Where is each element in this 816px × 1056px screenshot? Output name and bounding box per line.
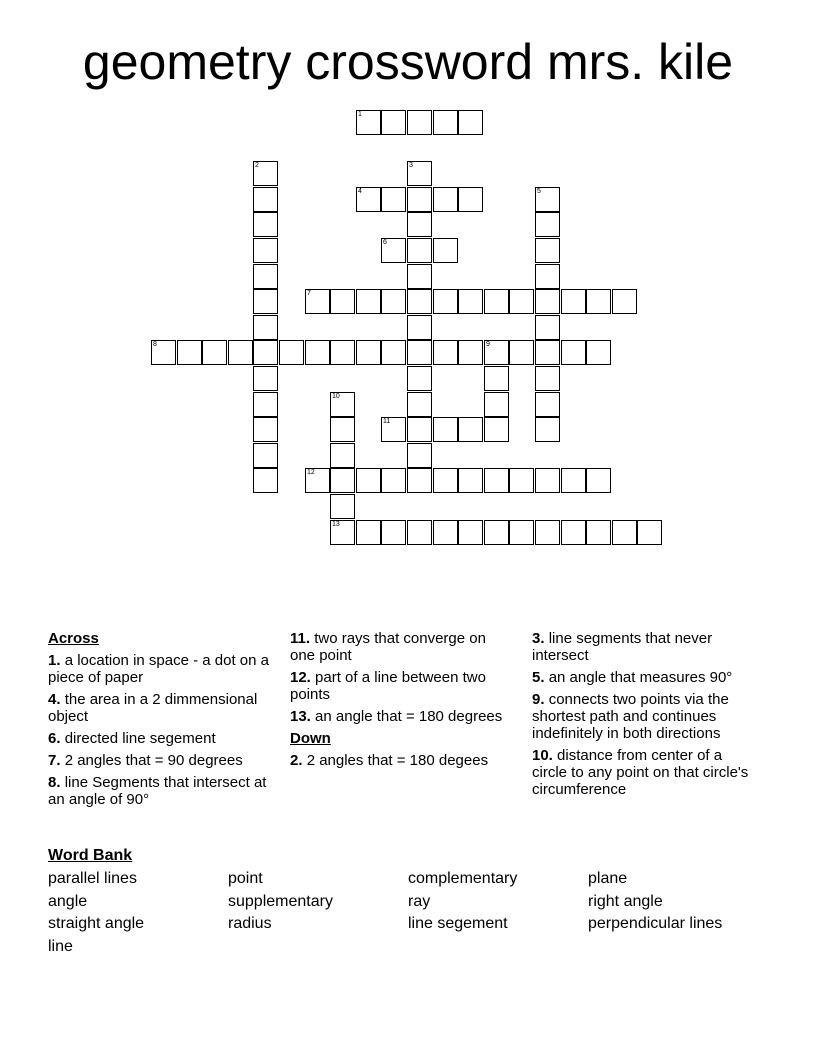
grid-cell[interactable] (253, 443, 278, 468)
grid-cell[interactable] (330, 340, 355, 365)
grid-cell[interactable] (535, 520, 560, 545)
clue-down-5 (532, 669, 754, 686)
clue-across-12 (290, 669, 512, 703)
grid-cell[interactable] (535, 468, 560, 493)
grid-cell[interactable] (202, 340, 227, 365)
grid-cell[interactable] (535, 392, 560, 417)
grid-cell[interactable] (407, 110, 432, 135)
grid-cell[interactable] (330, 392, 355, 417)
grid-cell[interactable] (356, 289, 381, 314)
grid-cell[interactable] (484, 289, 509, 314)
grid-cell[interactable] (330, 520, 355, 545)
grid-cell[interactable] (458, 340, 483, 365)
grid-cell[interactable] (253, 417, 278, 442)
grid-cell[interactable] (458, 289, 483, 314)
cell-number: 9 (486, 341, 490, 348)
grid-cell[interactable] (484, 417, 509, 442)
clue-text: two rays that converge on one point (290, 630, 486, 664)
grid-cell[interactable] (407, 468, 432, 493)
grid-cell[interactable] (407, 289, 432, 314)
clue-text: an angle that = 180 degrees (315, 708, 503, 725)
grid-cell[interactable] (484, 468, 509, 493)
cell-number: 10 (332, 393, 340, 400)
clue-across-6 (48, 730, 270, 747)
cell-number: 2 (255, 162, 259, 169)
clue-number: 6. (48, 730, 61, 747)
grid-cell[interactable] (433, 417, 458, 442)
clue-number: 13. (290, 708, 311, 725)
clue-number: 11. (290, 630, 311, 647)
clue-text: the area in a 2 dimmensional object (48, 691, 258, 725)
grid-cell[interactable] (407, 443, 432, 468)
clue-number: 2. (290, 752, 303, 769)
grid-cell[interactable] (381, 110, 406, 135)
grid-cell[interactable] (407, 366, 432, 391)
clues-column-1 (48, 630, 270, 813)
clue-down-3 (532, 630, 754, 664)
grid-cell[interactable] (586, 289, 611, 314)
grid-cell[interactable] (330, 289, 355, 314)
word-bank-item: parallel lines (48, 870, 137, 887)
word-bank-item: supplementary (228, 892, 333, 910)
grid-cell[interactable] (253, 289, 278, 314)
grid-cell[interactable] (458, 468, 483, 493)
grid-cell[interactable] (177, 340, 202, 365)
grid-cell[interactable] (433, 468, 458, 493)
word-bank-title: Word Bank (48, 847, 133, 864)
word-bank-item: angle (48, 892, 88, 910)
cell-number: 11 (383, 418, 391, 425)
grid-cell[interactable] (253, 161, 278, 186)
grid-cell[interactable] (509, 520, 534, 545)
cell-number: 1 (358, 111, 362, 118)
grid-cell[interactable] (458, 110, 483, 135)
grid-cell[interactable] (561, 340, 586, 365)
grid-cell[interactable] (484, 520, 509, 545)
grid-cell[interactable] (535, 264, 560, 289)
grid-cell[interactable] (279, 340, 304, 365)
clue-number: 10. (532, 747, 553, 764)
grid-cell[interactable] (305, 468, 330, 493)
grid-cell[interactable] (586, 340, 611, 365)
grid-cell[interactable] (407, 238, 432, 263)
grid-cell[interactable] (381, 417, 406, 442)
clue-down-9 (532, 691, 754, 742)
grid-cell[interactable] (433, 110, 458, 135)
grid-cell[interactable] (356, 468, 381, 493)
grid-cell[interactable] (535, 289, 560, 314)
clues-column-3 (532, 630, 754, 803)
word-bank-item: ray (408, 892, 431, 910)
clue-number: 5. (532, 669, 545, 686)
grid-cell[interactable] (407, 212, 432, 237)
grid-cell[interactable] (458, 520, 483, 545)
clue-number: 4. (48, 691, 61, 708)
clue-across-1 (48, 652, 270, 686)
grid-cell[interactable] (253, 187, 278, 212)
down-header: Down (290, 730, 331, 747)
grid-cell[interactable] (253, 366, 278, 391)
grid-cell[interactable] (535, 417, 560, 442)
grid-cell[interactable] (253, 392, 278, 417)
clue-text: 2 angles that = 180 degees (306, 752, 489, 769)
word-bank-item: plane (588, 870, 628, 887)
grid-cell[interactable] (458, 417, 483, 442)
grid-cell[interactable] (356, 340, 381, 365)
cell-number: 5 (537, 188, 541, 195)
grid-cell[interactable] (433, 520, 458, 545)
grid-cell[interactable] (253, 468, 278, 493)
clue-number: 12. (290, 669, 311, 686)
grid-cell[interactable] (458, 187, 483, 212)
grid-cell[interactable] (509, 289, 534, 314)
clue-across-8 (48, 774, 270, 808)
grid-cell[interactable] (253, 340, 278, 365)
clue-number: 3. (532, 630, 545, 647)
word-bank-item: point (228, 870, 263, 887)
word-bank-item: perpendicular lines (588, 915, 723, 932)
grid-cell[interactable] (381, 187, 406, 212)
clues-column-2 (290, 630, 512, 774)
grid-cell[interactable] (253, 212, 278, 237)
grid-cell[interactable] (330, 468, 355, 493)
grid-cell[interactable] (381, 468, 406, 493)
grid-cell[interactable] (484, 340, 509, 365)
grid-cell[interactable] (433, 187, 458, 212)
cell-number: 3 (409, 162, 413, 169)
grid-cell[interactable] (356, 520, 381, 545)
grid-cell[interactable] (151, 340, 176, 365)
grid-cell[interactable] (535, 238, 560, 263)
clue-number: 9. (532, 691, 545, 708)
grid-cell[interactable] (561, 520, 586, 545)
grid-cell[interactable] (407, 340, 432, 365)
word-bank-item: line segement (408, 915, 508, 932)
grid-cell[interactable] (535, 187, 560, 212)
grid-cell[interactable] (253, 264, 278, 289)
clue-down-10 (532, 747, 754, 798)
cell-number: 6 (383, 239, 387, 246)
grid-cell[interactable] (330, 494, 355, 519)
grid-cell[interactable] (407, 264, 432, 289)
word-bank-item: complementary (408, 870, 518, 887)
grid-cell[interactable] (253, 238, 278, 263)
clue-text: line Segments that intersect at an angle of 90° (48, 774, 267, 808)
clue-text: line segments that never intersect (532, 630, 713, 664)
clue-text: part of a line between two points (290, 669, 486, 703)
grid-cell[interactable] (612, 520, 637, 545)
cell-number: 8 (153, 341, 157, 348)
clue-text: 2 angles that = 90 degrees (64, 752, 243, 769)
grid-cell[interactable] (330, 417, 355, 442)
page-title: geometry crossword mrs. kile (82, 34, 734, 90)
word-bank-item: right angle (588, 892, 663, 910)
clue-text: a location in space - a dot on a piece of paper (48, 652, 269, 686)
grid-cell[interactable] (356, 110, 381, 135)
clue-down-2 (290, 752, 512, 769)
cell-number: 13 (332, 521, 340, 528)
word-bank-item: line (48, 937, 73, 955)
grid-cell[interactable] (433, 238, 458, 263)
grid-cell[interactable] (330, 443, 355, 468)
clue-across-11 (290, 630, 512, 664)
grid-cell[interactable] (586, 520, 611, 545)
grid-cell[interactable] (561, 468, 586, 493)
grid-cell[interactable] (484, 392, 509, 417)
cell-number: 7 (307, 290, 311, 297)
grid-cell[interactable] (381, 520, 406, 545)
grid-cell[interactable] (612, 289, 637, 314)
grid-cell[interactable] (433, 289, 458, 314)
grid-cell[interactable] (305, 289, 330, 314)
grid-cell[interactable] (561, 289, 586, 314)
grid-cell[interactable] (407, 520, 432, 545)
clue-across-13 (290, 708, 512, 725)
grid-cell[interactable] (407, 315, 432, 340)
clue-number: 7. (48, 752, 61, 769)
grid-cell[interactable] (484, 366, 509, 391)
cell-number: 4 (358, 188, 362, 195)
grid-cell[interactable] (407, 392, 432, 417)
grid-cell[interactable] (509, 468, 534, 493)
grid-cell[interactable] (356, 187, 381, 212)
grid-cell[interactable] (381, 289, 406, 314)
grid-cell[interactable] (407, 161, 432, 186)
grid-cell[interactable] (381, 340, 406, 365)
grid-cell[interactable] (586, 468, 611, 493)
grid-cell[interactable] (535, 366, 560, 391)
grid-cell[interactable] (535, 340, 560, 365)
grid-cell[interactable] (433, 340, 458, 365)
grid-cell[interactable] (535, 315, 560, 340)
cell-number: 12 (307, 469, 315, 476)
grid-cell[interactable] (637, 520, 662, 545)
clue-number: 1. (48, 652, 61, 669)
word-bank-item: radius (228, 915, 272, 932)
grid-cell[interactable] (535, 212, 560, 237)
clue-text: directed line segement (64, 730, 216, 747)
clue-text: an angle that measures 90° (548, 669, 733, 686)
grid-cell[interactable] (407, 417, 432, 442)
grid-cell[interactable] (305, 340, 330, 365)
grid-cell[interactable] (253, 315, 278, 340)
grid-cell[interactable] (381, 238, 406, 263)
grid-cell[interactable] (228, 340, 253, 365)
clue-across-7 (48, 752, 270, 769)
grid-cell[interactable] (407, 187, 432, 212)
clue-text: distance from center of a circle to any point on that circle's circumference (532, 747, 749, 798)
word-bank-item: straight angle (48, 915, 145, 932)
grid-cell[interactable] (509, 340, 534, 365)
clue-text: connects two points via the shortest path and continues indefinitely in both directions (532, 691, 729, 742)
clue-across-4 (48, 691, 270, 725)
clue-number: 8. (48, 774, 61, 791)
across-header: Across (48, 630, 99, 647)
